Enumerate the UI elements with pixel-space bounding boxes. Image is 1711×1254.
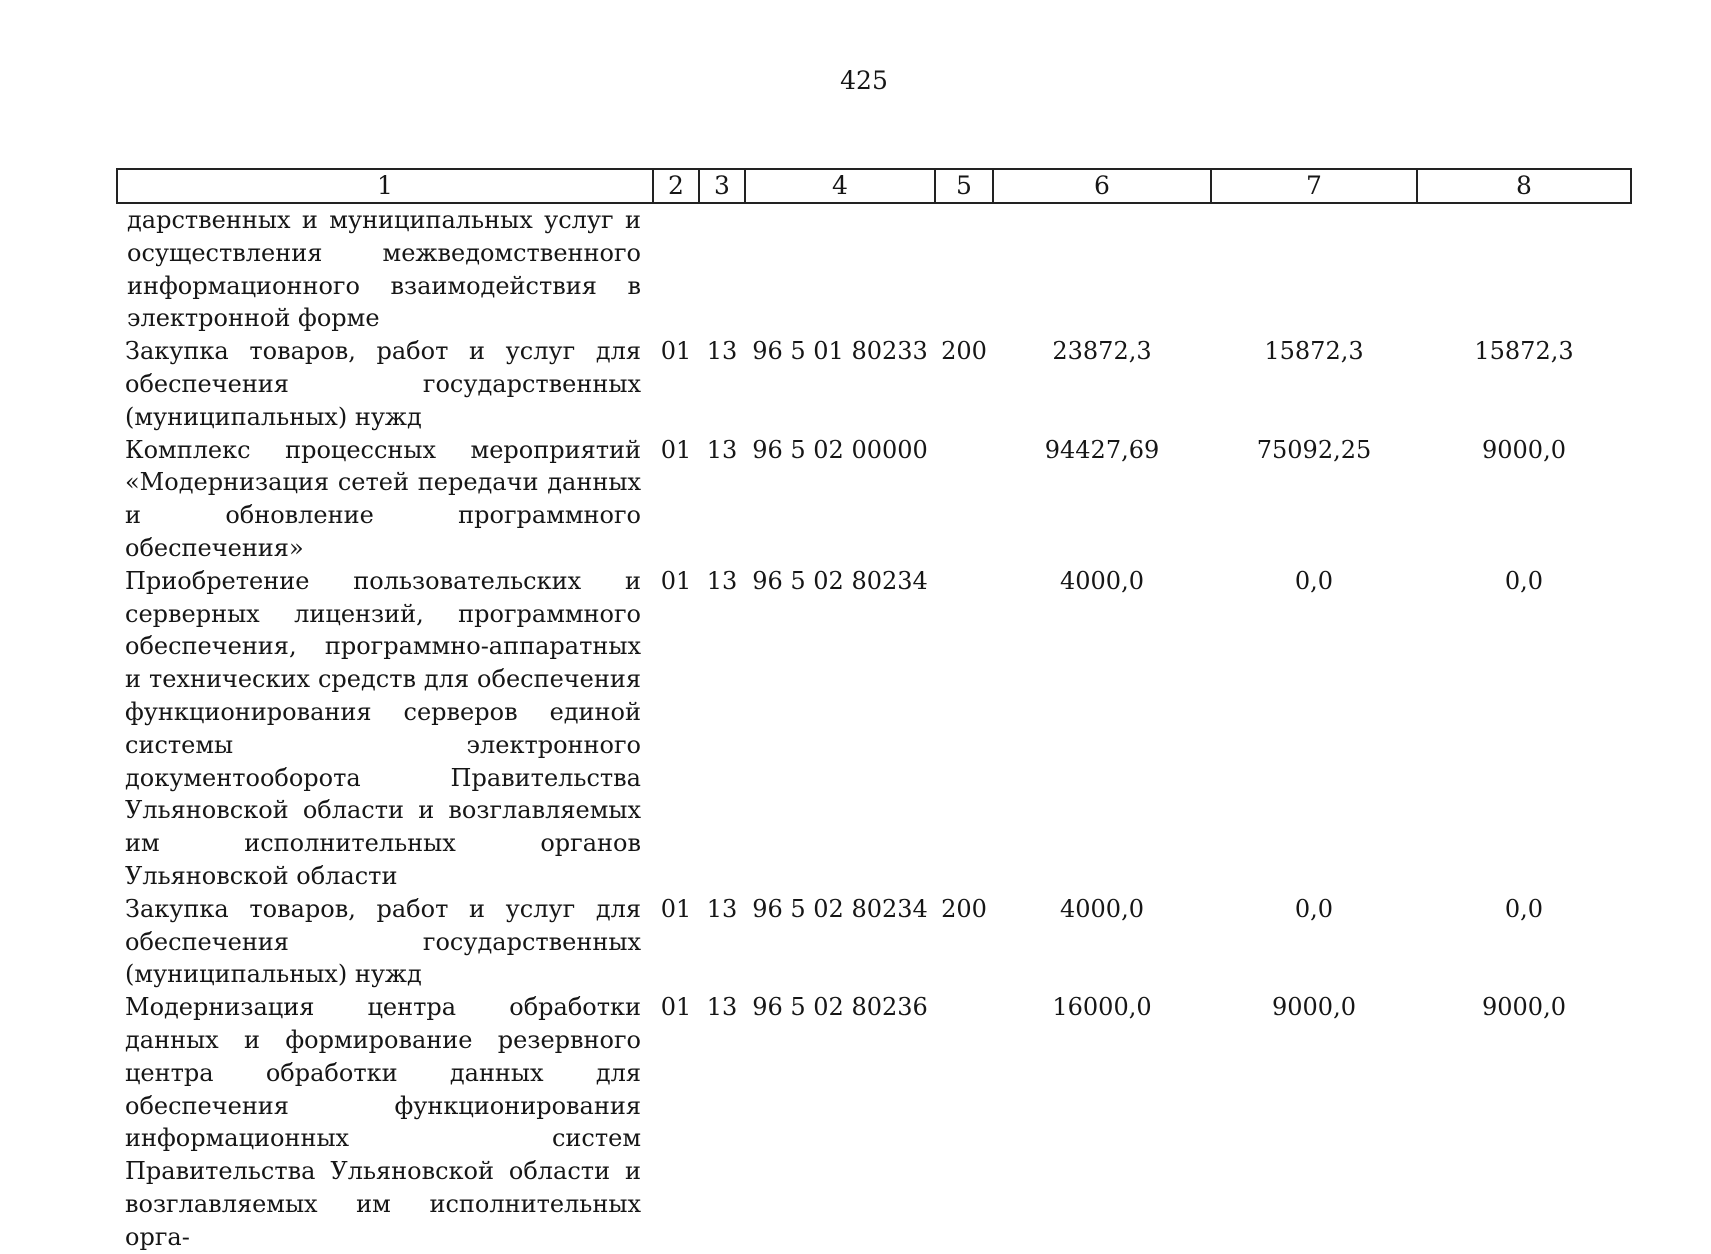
row-name: Приобретение пользовательских и серверных лицензий, программного обеспечения, программно-аппаратных и технических средств для обеспечения функционирования серверов единой системы электронного документооборота Правительства Ульяновской области и возглавляемых им исполнительных органов Ульяновской области (125, 566, 641, 890)
row-name: Закупка товаров, работ и услуг для обеспечения государственных (муниципальных) нужд (125, 337, 641, 431)
table-row (117, 434, 1631, 565)
row-amount-col8 (1417, 203, 1631, 335)
row-amount-col7: 9000,0 (1272, 993, 1356, 1022)
header-col-8: 8 (1417, 169, 1631, 203)
row-amount-col6: 94427,69 (1044, 435, 1160, 464)
row-expense-type (935, 565, 993, 893)
row-name: Закупка товаров, работ и услуг для обеспечения государственных (муниципальных) нужд (125, 894, 641, 989)
row-subsection: 13 (706, 435, 738, 464)
row-expense-type: 200 (941, 894, 987, 923)
row-section: 01 (660, 435, 692, 464)
row-name: дарственных и муниципальных услуг и осуществления межведомственного информационного взаимодействия в электронной форме (127, 206, 641, 333)
header-col-3: 3 (699, 169, 745, 203)
row-section: 01 (660, 894, 692, 923)
row-amount-col6 (993, 203, 1211, 335)
header-col-5: 5 (935, 169, 993, 203)
header-col-7: 7 (1211, 169, 1417, 203)
row-section (653, 203, 699, 335)
row-subsection: 13 (706, 566, 738, 595)
row-name: Модернизация центра обработки данных и формирование резервного центра обработки данных для обеспечения функционирования информационных систем Правительства Ульяновской области и возглавляемых им исполнительных орга- (125, 993, 641, 1251)
budget-table (116, 168, 1632, 1254)
row-target-code: 96 5 02 80234 (752, 894, 928, 923)
row-name: Комплекс процессных мероприятий «Модернизация сетей передачи данных и обновление программного обеспечения» (125, 435, 641, 562)
row-target-code: 96 5 02 00000 (752, 435, 928, 464)
table-header (117, 169, 1631, 203)
row-subsection (699, 203, 745, 335)
table-row (117, 565, 1631, 893)
row-target-code: 96 5 01 80233 (752, 337, 928, 366)
row-section: 01 (660, 993, 692, 1022)
row-target-code: 96 5 02 80236 (752, 993, 928, 1022)
header-col-2: 2 (653, 169, 699, 203)
row-amount-col8: 0,0 (1504, 566, 1544, 595)
row-target-code (745, 203, 935, 335)
row-amount-col7 (1211, 203, 1417, 335)
row-expense-type (935, 991, 993, 1253)
row-section: 01 (660, 337, 692, 366)
row-amount-col7: 0,0 (1294, 566, 1334, 595)
row-amount-col8: 0,0 (1504, 894, 1544, 923)
table-row (117, 203, 1631, 335)
row-subsection: 13 (706, 337, 738, 366)
row-section: 01 (660, 566, 692, 595)
table-row (117, 991, 1631, 1253)
header-col-6: 6 (993, 169, 1211, 203)
row-amount-col8: 9000,0 (1482, 993, 1566, 1022)
row-amount-col6: 4000,0 (1060, 894, 1144, 923)
row-amount-col8: 9000,0 (1482, 435, 1566, 464)
header-col-4: 4 (745, 169, 935, 203)
row-amount-col7: 0,0 (1294, 894, 1334, 923)
row-expense-type (935, 434, 993, 565)
row-amount-col6: 4000,0 (1060, 566, 1144, 595)
row-amount-col7: 75092,25 (1256, 435, 1372, 464)
row-subsection: 13 (706, 993, 738, 1022)
row-amount-col6: 23872,3 (1052, 337, 1152, 366)
header-col-1: 1 (117, 169, 653, 203)
row-target-code: 96 5 02 80234 (752, 566, 928, 595)
row-amount-col7: 15872,3 (1264, 337, 1364, 366)
row-expense-type (935, 203, 993, 335)
row-amount-col6: 16000,0 (1052, 993, 1152, 1022)
row-expense-type: 200 (941, 337, 987, 366)
table-row (117, 893, 1631, 991)
row-amount-col8: 15872,3 (1474, 337, 1574, 366)
row-subsection: 13 (706, 894, 738, 923)
page-number: 425 (840, 66, 888, 95)
table-row (117, 335, 1631, 433)
